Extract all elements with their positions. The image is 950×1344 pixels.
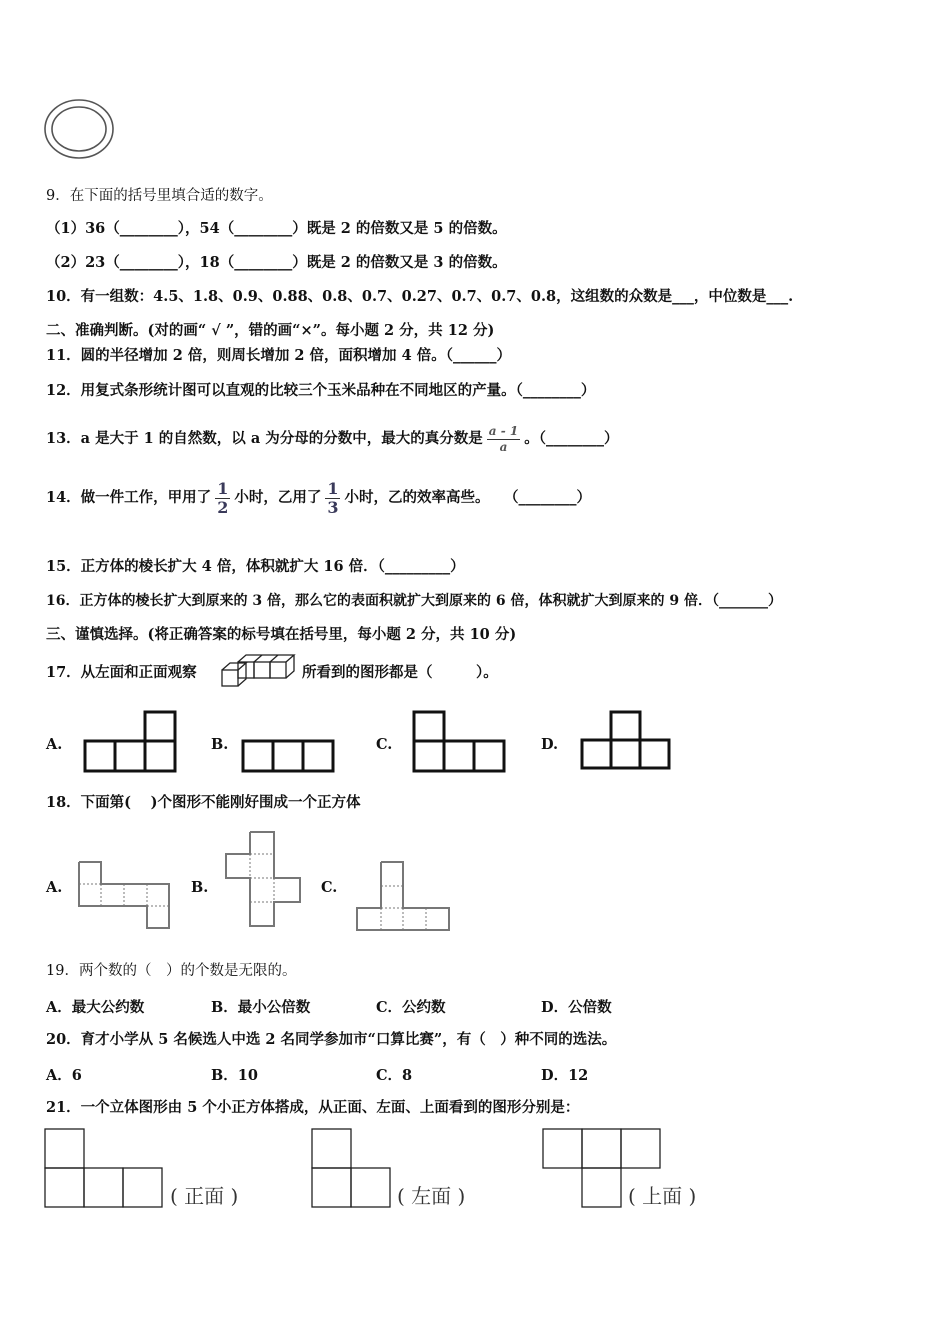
q18-option-c-net[interactable] [353, 858, 453, 934]
q20-option-d[interactable]: D．12 [541, 1067, 589, 1084]
q17-option-c-figure[interactable] [411, 710, 507, 774]
q14-part1: 14．做一件工作，甲用了 [46, 489, 212, 506]
q21-caption-left: ( 左面 ) [397, 1184, 466, 1208]
q13-text-after: 。（________） [524, 430, 619, 447]
q21-front-view [44, 1128, 166, 1210]
q19-option-a[interactable]: A．最大公约数 [46, 999, 145, 1016]
q12: 12．用复式条形统计图可以直观的比较三个玉米品种在不同地区的产量。（________） [46, 382, 596, 399]
q21-caption-top: ( 上面 ) [628, 1184, 697, 1208]
q13-fraction [487, 424, 520, 455]
q21-left-view [311, 1128, 395, 1210]
q17-option-d-label[interactable]: D. [541, 736, 559, 753]
q21-caption-front: ( 正面 ) [170, 1184, 239, 1208]
q14 [46, 476, 591, 520]
q17-option-b-figure[interactable] [240, 738, 336, 774]
q17-stem-after: 所看到的图形都是（ ）。 [302, 664, 498, 681]
q13 [46, 420, 619, 458]
q17-option-d-figure[interactable] [580, 710, 676, 772]
q17-option-a-label[interactable]: A. [46, 736, 63, 753]
q19-stem: 19．两个数的（ ）的个数是无限的。 [46, 963, 297, 979]
q13-denominator: a [499, 439, 508, 454]
q11: 11．圆的半径增加 2 倍，则周长增加 2 倍，面积增加 4 倍。（______） [46, 347, 511, 364]
q9-stem: 9．在下面的括号里填合适的数字。 [46, 188, 273, 204]
q17-option-c-label[interactable]: C. [376, 736, 393, 753]
q21-stem: 21．一个立体图形由 5 个小正方体搭成，从正面、左面、上面看到的图形分别是： [46, 1099, 580, 1116]
q14-part3: 小时，乙的效率高些。 （________） [344, 489, 591, 506]
q13-numerator: a - 1 [488, 423, 519, 438]
q19-option-b[interactable]: B．最小公倍数 [211, 999, 311, 1016]
q10: 10．有一组数：4.5、1.8、0.9、0.88、0.8、0.7、0.27、0.7、0.7、0.8，这组数的众数是___，中位数是___. [46, 288, 794, 305]
q14-fraction-1-num: 1 [217, 478, 229, 498]
q17-cube-figure [220, 650, 300, 692]
q14-fraction-1-den: 2 [217, 497, 229, 517]
q19-option-c[interactable]: C．公约数 [376, 999, 446, 1016]
q20-option-b[interactable]: B．10 [211, 1067, 258, 1084]
q15: 15．正方体的棱长扩大 4 倍，体积就扩大 16 倍．（_________） [46, 558, 465, 575]
q20-option-a[interactable]: A．6 [46, 1067, 82, 1084]
q18-option-a-label[interactable]: A. [46, 879, 63, 896]
section2-heading: 二、准确判断。(对的画“ √ ”，错的画“×”。每小题 2 分，共 12 分) [46, 322, 495, 339]
q14-fraction-2-den: 3 [327, 497, 339, 517]
q16: 16．正方体的棱长扩大到原来的 3 倍，那么它的表面积就扩大到原来的 6 倍，体积就扩大到原来的 9 倍．（_______） [46, 593, 782, 609]
q18-stem: 18．下面第( )个图形不能刚好围成一个正方体 [46, 794, 361, 811]
q18-option-b-net[interactable] [224, 830, 304, 930]
q18-option-c-label[interactable]: C. [321, 879, 338, 896]
q17-option-b-label[interactable]: B. [211, 736, 229, 753]
q14-fraction-2-num: 1 [327, 478, 339, 498]
q18-option-a-net[interactable] [77, 858, 173, 932]
q20-option-c[interactable]: C．8 [376, 1067, 413, 1084]
q14-part2: 小时，乙用了 [234, 489, 322, 506]
q9-part2: （2）23（________），18（________）既是 2 的倍数又是 3 的倍数。 [46, 254, 507, 271]
q14-fraction-2 [325, 480, 340, 517]
section3-heading: 三、谨慎选择。(将正确答案的标号填在括号里，每小题 2 分，共 10 分) [46, 626, 517, 643]
q17-option-a-figure[interactable] [82, 710, 182, 774]
q13-text-before: 13．a 是大于 1 的自然数，以 a 为分母的分数中，最大的真分数是 [46, 430, 483, 447]
q9-part1: （1）36（________），54（________）既是 2 的倍数又是 5 的倍数。 [46, 220, 507, 237]
double-ellipse-figure [40, 96, 120, 162]
q18-option-b-label[interactable]: B. [191, 879, 209, 896]
q20-stem: 20．育才小学从 5 名候选人中选 2 名同学参加市“口算比赛”，有（ ）种不同的选法。 [46, 1031, 617, 1048]
q17-stem-before: 17．从左面和正面观察 [46, 664, 197, 681]
q19-option-d[interactable]: D．公倍数 [541, 999, 612, 1016]
q14-fraction-1 [215, 480, 230, 517]
